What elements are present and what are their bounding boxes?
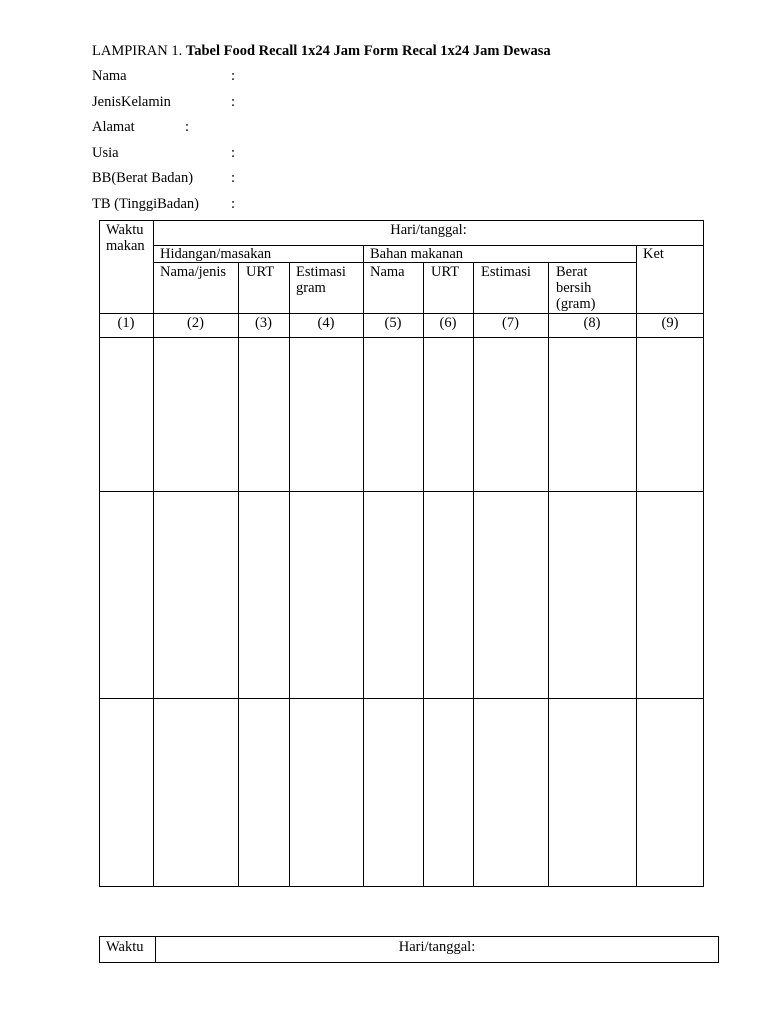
header-bahan: Bahan makanan xyxy=(370,246,464,262)
table-hline xyxy=(99,491,704,492)
header-waktu-line2: makan xyxy=(106,238,145,254)
table-vline xyxy=(289,262,290,887)
col-number-5: (5) xyxy=(384,315,402,331)
table-hline xyxy=(99,337,704,338)
table-hline xyxy=(153,262,636,263)
table2-header-waktu: Waktu xyxy=(106,939,144,955)
header-urt-2: URT xyxy=(431,264,460,280)
header-estimasi-gram-line1: Estimasi xyxy=(296,264,346,280)
header-urt-1: URT xyxy=(246,264,275,280)
col-number-3: (3) xyxy=(255,315,272,331)
document-title xyxy=(92,43,551,60)
field-usia-label: Usia xyxy=(92,145,119,161)
title-prefix: LAMPIRAN 1. xyxy=(92,43,183,59)
col-number-6: (6) xyxy=(439,315,457,331)
header-berat-line1: Berat xyxy=(556,264,588,280)
header-estimasi-gram xyxy=(296,264,346,296)
header-berat-line3: (gram) xyxy=(556,296,596,312)
header-estimasi: Estimasi xyxy=(481,264,531,280)
header-ket: Ket xyxy=(643,246,664,262)
table2-header-hari-tanggal: Hari/tanggal: xyxy=(398,939,476,955)
table-vline xyxy=(423,262,424,887)
table-vline xyxy=(238,262,239,887)
col-number-2: (2) xyxy=(187,315,204,331)
field-tb-colon: : xyxy=(231,196,236,212)
header-estimasi-gram-line2: gram xyxy=(296,280,326,296)
header-nama: Nama xyxy=(370,264,405,280)
table-vline xyxy=(636,245,637,887)
header-hidangan: Hidangan/masakan xyxy=(160,246,272,262)
field-jeniskelamin-label: JenisKelamin xyxy=(92,94,171,110)
table-hline xyxy=(99,698,704,699)
col-number-4: (4) xyxy=(317,315,335,331)
col-number-1: (1) xyxy=(117,315,135,331)
field-bb-label: BB(Berat Badan) xyxy=(92,170,194,186)
table-vline xyxy=(363,245,364,887)
header-berat-bersih xyxy=(556,264,595,312)
field-bb-colon: : xyxy=(231,170,236,186)
field-alamat-label: Alamat xyxy=(92,119,135,135)
col-number-7: (7) xyxy=(502,315,519,331)
col-number-8: (8) xyxy=(583,315,601,331)
field-usia-colon: : xyxy=(231,145,236,161)
table-hline xyxy=(99,313,704,314)
table-vline xyxy=(548,262,549,887)
title-text: Tabel Food Recall 1x24 Jam Form Recal 1x24 Jam Dewasa xyxy=(185,43,551,59)
header-hari-tanggal: Hari/tanggal: xyxy=(390,222,467,238)
header-waktu xyxy=(106,222,145,254)
header-waktu-line1: Waktu xyxy=(106,222,144,238)
table-vline xyxy=(473,262,474,887)
col-number-9: (9) xyxy=(661,315,679,331)
field-alamat-colon: : xyxy=(185,119,190,135)
header-nama-jenis: Nama/jenis xyxy=(160,264,227,280)
header-berat-line2: bersih xyxy=(556,280,592,296)
field-nama-colon: : xyxy=(231,68,236,84)
field-tb-label: TB (TinggiBadan) xyxy=(92,196,200,212)
field-nama-label: Nama xyxy=(92,68,127,84)
field-jeniskelamin-colon: : xyxy=(231,94,236,110)
